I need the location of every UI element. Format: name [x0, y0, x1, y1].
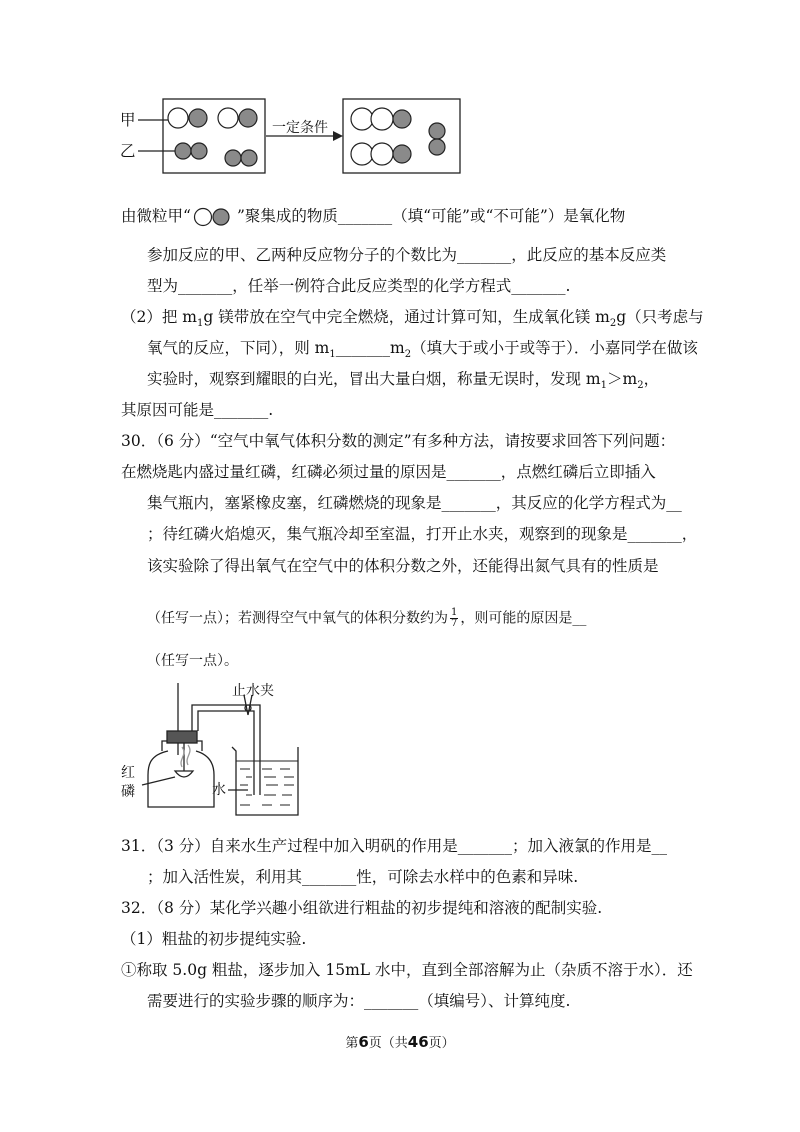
- page-footer: 第6页（共46页）: [345, 1033, 455, 1051]
- molecule-jia-inline-icon: [191, 207, 237, 227]
- label-yi: 乙: [120, 142, 136, 160]
- text-line: 氧气的反应，下同），则 $m_1\_\_\_\_\_\_\_m_2$（填大于或小于或等于）．小嘉同学在做该: [147, 339, 698, 361]
- label-clamp: 止水夹: [232, 683, 274, 699]
- label-jia: 甲: [120, 111, 136, 129]
- arrow-label: 一定条件: [272, 120, 328, 136]
- text-line: 在燃烧匙内盛过量红磷，红磷必须过量的原因是_______，点燃红磷后立即插入: [121, 463, 656, 481]
- yi-molecule-atom: [175, 143, 191, 159]
- label-water: 水: [212, 782, 226, 798]
- label-red: 红: [121, 765, 135, 781]
- text-line: 该实验除了得出氧气在空气中的体积分数之外，还能得出氮气具有的性质是: [147, 557, 659, 575]
- apparatus-diagram: [0, 675, 800, 835]
- text-line: （1）粗盐的初步提纯实验.: [121, 930, 307, 948]
- fraction: $\frac{1}{7}$: [451, 607, 458, 629]
- text-line: 实验时，观察到耀眼的白光，冒出大量白烟，称量无误时，发现 $m_1>m_2$，: [147, 370, 660, 392]
- text-line: 型为_______，任举一例符合此反应类型的化学方程式_______.: [147, 277, 571, 295]
- jia-molecule-white-atom: [168, 108, 188, 128]
- text-line: ；待红磷火焰熄灭，集气瓶冷却至室温，打开止水夹，观察到的现象是_______，: [147, 525, 698, 543]
- question-32-title: 32．（8 分）某化学兴趣小组欲进行粗盐的初步提纯和溶液的配制实验.: [121, 899, 603, 917]
- text-line: ①称取 5.0g 粗盐，逐步加入 15mL 水中，直到全部溶解为止（杂质不溶于水）．还: [121, 961, 693, 979]
- text-line: 由微粒甲“ ”聚集成的物质_______（填“可能”或“不可能”）是氧化物: [121, 207, 626, 225]
- question-31-title: 31．（3 分）自来水生产过程中加入明矾的作用是_______；加入液氯的作用是__: [121, 837, 668, 855]
- reaction-diagram: [0, 0, 800, 200]
- jia-molecule-grey-atom: [189, 109, 207, 127]
- text-line: 参加反应的甲、乙两种反应物分子的个数比为_______，此反应的基本反应类: [147, 246, 667, 264]
- text-line: 需要进行的实验步骤的顺序为：_______（填编号）、计算纯度.: [147, 992, 571, 1010]
- text-line: 其原因可能是_______.: [121, 401, 274, 419]
- text-line: （2）把 $m_1g$ 镁带放在空气中完全燃烧，通过计算可知，生成氧化镁 $m_2g$（只考虑与: [121, 308, 704, 330]
- text-line: （任写一点）；若测得空气中氧气的体积分数约为 $\frac{1}{7}$ ，则可能的原因是__: [147, 607, 587, 629]
- text-line: 集气瓶内，塞紧橡皮塞，红磷燃烧的现象是_______，其反应的化学方程式为__: [147, 494, 682, 512]
- text-line: （任写一点）。: [147, 653, 238, 669]
- text-line: ；加入活性炭，利用其_______性，可除去水样中的色素和异味.: [147, 868, 579, 886]
- label-phosphorus: 磷: [121, 784, 135, 800]
- question-30-title: 30．（6 分）“空气中氧气体积分数的测定”有多种方法，请按要求回答下列问题：: [121, 432, 676, 450]
